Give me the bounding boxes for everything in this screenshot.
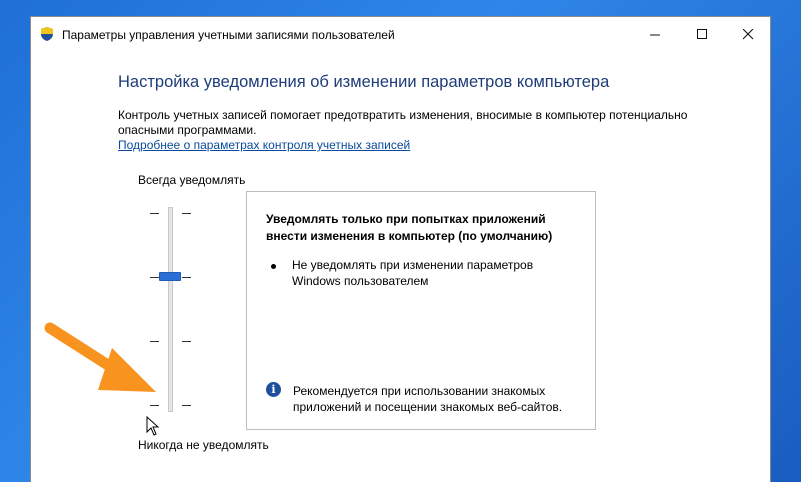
uac-shield-icon	[39, 26, 55, 42]
maximize-button[interactable]	[679, 17, 725, 51]
slider-tick-left	[150, 405, 159, 406]
learn-more-link[interactable]: Подробнее о параметрах контроля учетных записей	[118, 138, 411, 152]
mouse-cursor-icon	[146, 416, 160, 436]
slider-tick-right	[182, 213, 191, 214]
minimize-icon	[650, 29, 661, 40]
page-heading: Настройка уведомления об изменении параметров компьютера	[118, 73, 610, 91]
level-title: Уведомлять только при попытках приложений внести изменения в компьютер (по умолчанию)	[266, 212, 553, 243]
minimize-button[interactable]	[632, 17, 678, 51]
slider-label-bottom: Никогда не уведомлять	[138, 438, 269, 452]
slider-thumb[interactable]	[159, 272, 181, 281]
uac-settings-window	[30, 16, 771, 482]
recommendation-text: Рекомендуется при использовании знакомых приложений и посещении знакомых веб-сайтов.	[293, 384, 563, 414]
close-button[interactable]	[725, 17, 771, 51]
close-icon	[743, 29, 754, 40]
info-icon: i	[266, 382, 281, 397]
slider-tick-right	[182, 341, 191, 342]
level-bullet-text: Не уведомлять при изменении параметров Windows пользователем	[292, 258, 534, 288]
title-bar[interactable]	[31, 17, 770, 51]
description-text: Контроль учетных записей помогает предотвратить изменения, вносимые в компьютер потенциально опасными программами.	[118, 108, 688, 137]
level-description-panel	[246, 191, 596, 430]
slider-track[interactable]	[168, 207, 173, 412]
window-title: Параметры управления учетными записями пользователей	[62, 28, 395, 42]
slider-tick-right	[182, 277, 191, 278]
slider-tick-left	[150, 213, 159, 214]
slider-tick-right	[182, 405, 191, 406]
slider-tick-left	[150, 277, 159, 278]
slider-label-top: Всегда уведомлять	[138, 173, 246, 187]
bullet-dot-icon	[271, 264, 276, 269]
orange-arrow-annotation	[44, 320, 164, 400]
maximize-icon	[697, 29, 708, 40]
